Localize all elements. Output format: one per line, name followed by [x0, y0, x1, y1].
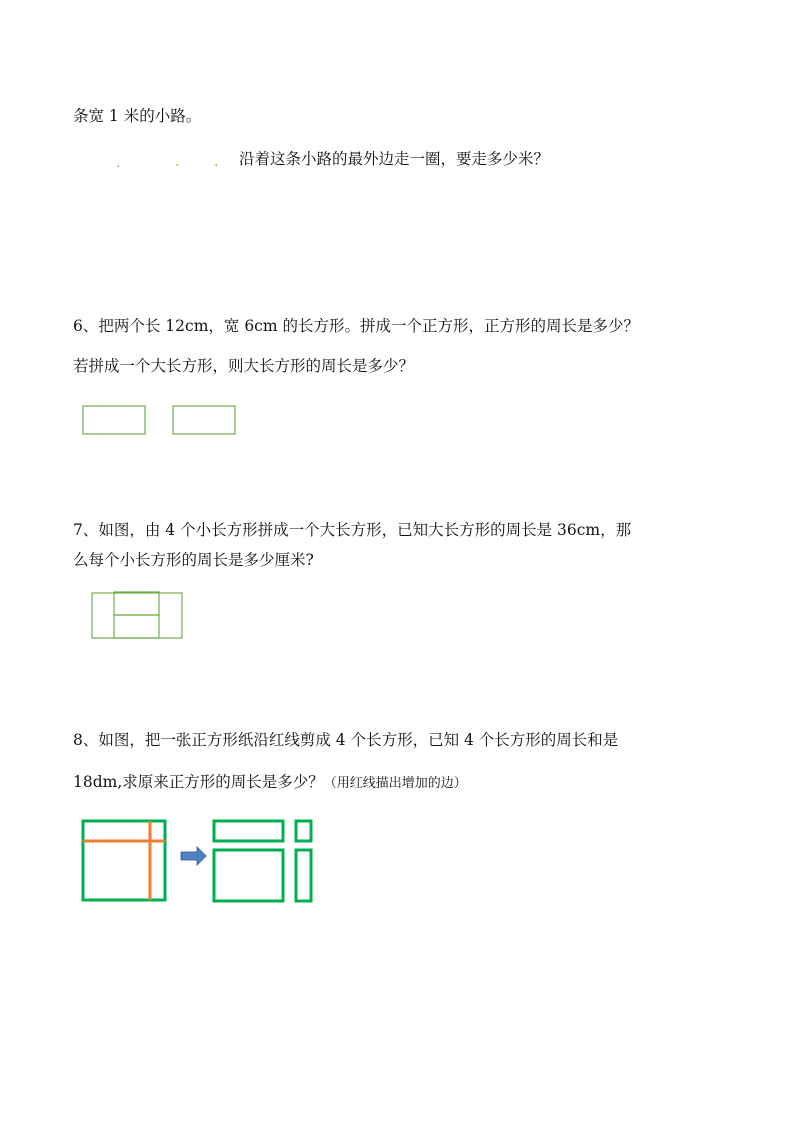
question-8-text: 18dm,求原来正方形的周长是多少？	[73, 773, 324, 791]
question-8-note: （用红线描出增加的边）	[323, 776, 467, 791]
q8-original-square	[83, 821, 165, 900]
q8-piece-bottom-right	[296, 850, 311, 901]
question-8-line-2	[73, 772, 467, 794]
q7-top-middle-rectangle	[114, 592, 159, 615]
question-8-line-1: 8、如图，把一张正方形纸沿红线剪成 4 个长方形，已知 4 个长方形的周长和是	[73, 731, 619, 749]
decor-dot: .	[175, 154, 180, 170]
q6-rectangle-left	[83, 406, 145, 434]
question-6-line-2: 若拼成一个大长方形，则大长方形的周长是多少？	[73, 357, 415, 375]
decor-dot: .	[214, 154, 219, 170]
question-6-line-1: 6、把两个长 12cm，宽 6cm 的长方形。拼成一个正方形，正方形的周长是多少？	[73, 317, 639, 335]
q6-figure	[82, 405, 242, 437]
q8-piece-top-left	[214, 821, 283, 841]
q6-rectangle-right	[173, 406, 235, 434]
q7-bottom-middle-rectangle	[114, 615, 159, 638]
right-arrow-icon	[181, 847, 206, 865]
question-7-line-1: 7、如图，由 4 个小长方形拼成一个大长方形，已知大长方形的周长是 36cm，那	[73, 521, 632, 539]
q8-piece-top-right	[296, 821, 311, 841]
line-path-width: 条宽 1 米的小路。	[73, 107, 202, 125]
q8-figure	[80, 818, 320, 908]
q7-figure	[91, 591, 185, 641]
line-walk-question: 沿着这条小路的最外边走一圈，要走多少米？	[239, 150, 550, 168]
q8-piece-bottom-left	[214, 850, 283, 901]
decor-dot: .	[116, 155, 121, 171]
question-7-line-2: 么每个小长方形的周长是多少厘米?	[73, 551, 314, 569]
